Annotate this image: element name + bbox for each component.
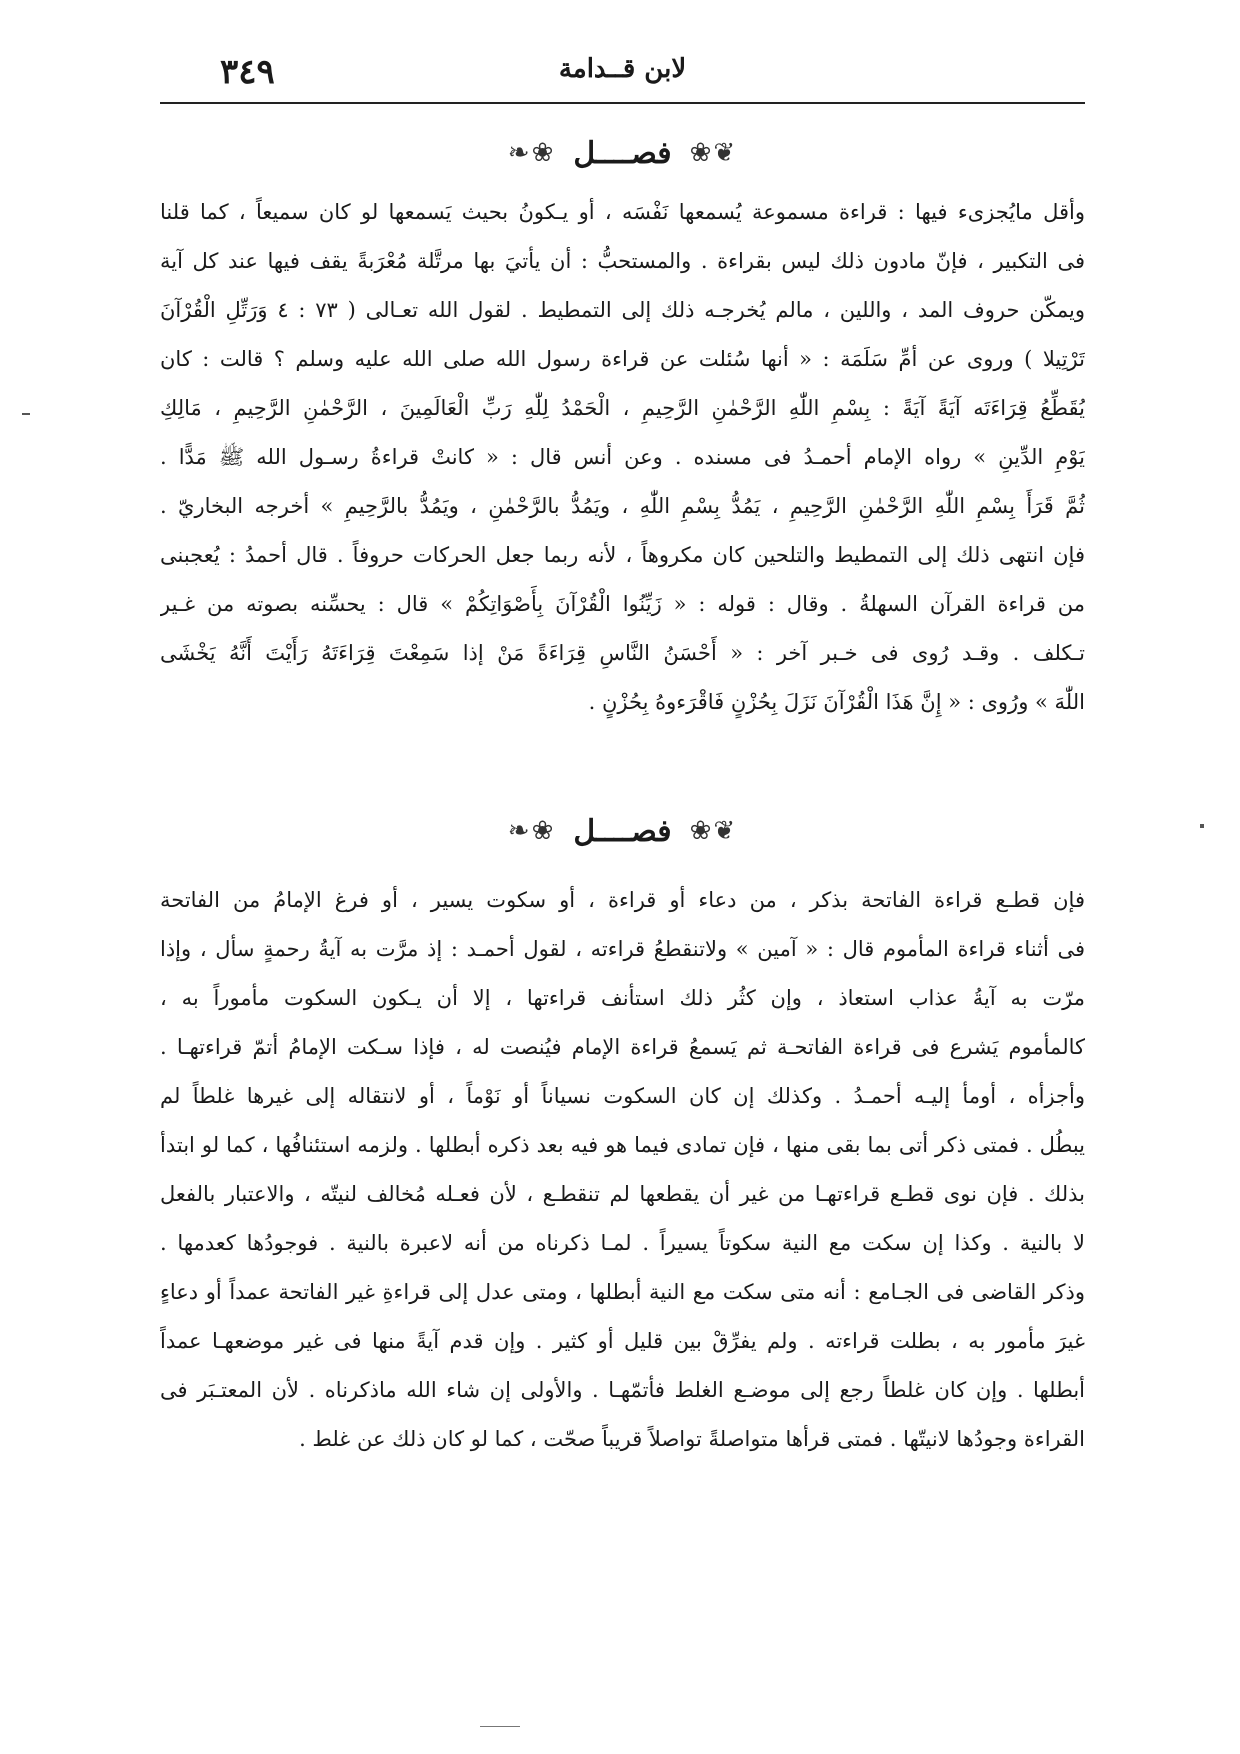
text-line: من قراءة القرآن السهلةُ . وقال : قوله : « زَيِّنُوا الْقُرْآنَ بِأَصْوَاتِكُمْ » قال : يحسِّنه بصوته من غـير <box>160 592 1085 616</box>
text-line: غيرَ مأمور به ، بطلت قراءته . ولم يفرِّقْ بين قليل أو كثير . وإن قدم آيةً منها فى غير موضعهـا عمداً <box>160 1329 1085 1353</box>
text-line: لا بالنية . وكذا إن سكت مع النية سكوتاً يسيراً . لمـا ذكرناه من أنه لاعبرة بالنية . فوجودُها كعدمها . <box>160 1231 1085 1255</box>
text-line: مرّت به آيةُ عذاب استعاذ ، وإن كثُر ذلك استأنف قراءتها ، إلا أن يـكون السكوت مأموراً به ، <box>160 986 1085 1010</box>
text-line: فإن انتهى ذلك إلى التمطيط والتلحين كان مكروهاً ، لأنه ربما جعل الحركات حروفاً . قال أحمدُ : يُعجبنى <box>160 543 1085 567</box>
running-title: لابن قــدامة <box>558 54 687 84</box>
section-heading-1 <box>160 128 1085 178</box>
section-heading-text: فصــــل <box>573 813 672 849</box>
ornament-right-icon: ❦❀ <box>689 816 738 846</box>
text-line: وأقل مايُجزىء فيها : قراءة مسموعة يُسمعها نَفْسَه ، أو يـكونُ بحيث يَسمعها لو كان سميعاً ، كما قلنا <box>160 200 1085 224</box>
text-line: كالمأموم يَشرع فى قراءة الفاتحـة ثم يَسمعُ قراءة الإمام فيُنصت له ، فإذا سـكت الإمامُ أتمّ قراءتهـا . <box>160 1035 1085 1059</box>
text-line: ويمكّن حروف المد ، واللين ، مالم يُخرجـه ذلك إلى التمطيط . لقول الله تعـالى ( ٧٣ : ٤ وَرَتِّلِ الْقُرْآنَ <box>160 298 1085 322</box>
paragraph-block-1 <box>160 188 1085 727</box>
footer-rule <box>480 1726 520 1727</box>
ornament-left-icon: ❀❧ <box>507 816 556 846</box>
text-line: يُقَطِّعُ قِرَاءَتَه آيَةً آيَةً : بِسْمِ اللّٰهِ الرَّحْمٰنِ الرَّحِيمِ ، الْحَمْدُ لِلّٰهِ رَبِّ الْعَالَمِينَ ، الرَّحْمٰنِ الرَّحِيمِ ، مَالِكِ <box>160 396 1085 420</box>
text-line: القراءة وجودُها لانيتّها . فمتى قرأها متواصلةً تواصلاً قريباً صحّت ، كما لو كان ذلك عن غلط . <box>299 1427 1085 1451</box>
margin-mark <box>22 413 30 415</box>
text-line: بذلك . فإن نوى قطـع قراءتهـا من غير أن يقطعها لم تنقطـع ، لأن فعـله مُخالف لنيتّه ، والاعتبار بالفعل <box>160 1182 1085 1206</box>
ornament-right-icon: ❦❀ <box>689 138 738 168</box>
text-line: يَوْمِ الدِّينِ » رواه الإمام أحمـدُ فى مسنده . وعن أنس قال : « كانتْ قراءةُ رسـول الله ﷺ مَدًّا . <box>160 445 1085 469</box>
text-line: تَرْتِيلا ) وروى عن أمِّ سَلَمَة : « أنها سُئلت عن قراءة رسول الله صلى الله عليه وسلم ؟ قالت : كان <box>160 347 1085 371</box>
ornament-left-icon: ❀❧ <box>507 138 556 168</box>
text-line: اللّٰهَ » ورُوى : « إِنَّ هَذَا الْقُرْآنَ نَزَلَ بِحُزْنٍ فَاقْرَءوهُ بِحُزْنٍ . <box>588 690 1085 714</box>
running-header <box>160 40 1085 100</box>
text-line: فإن قطـع قراءة الفاتحة بذكر ، من دعاء أو قراءة ، أو سكوت يسير ، أو فرغ الإمامُ من الفاتحة <box>160 888 1085 912</box>
text-line: ثُمَّ قَرَأَ بِسْمِ اللّٰهِ الرَّحْمٰنِ الرَّحِيمِ ، يَمُدُّ بِسْمِ اللّٰهِ ، ويَمُدُّ بالرَّحْمٰنِ ، ويَمُدُّ بالرَّحِيمِ » أخرجه البخاريّ . <box>160 494 1085 518</box>
header-rule <box>160 102 1085 104</box>
paragraph-block-2 <box>160 876 1085 1464</box>
text-line: فى التكبير ، فإنّ مادون ذلك ليس بقراءة . والمستحبُّ : أن يأتيَ بها مرتَّلة مُعْرَبةً يقف فيها عند كل آية <box>160 249 1085 273</box>
text-line: وأجزأه ، أومأ إليـه أحمـدُ . وكذلك إن كان السكوت نسياناً أو نَوْماً ، أو لانتقاله إلى غيرها غلطاً لم <box>160 1084 1085 1108</box>
text-line: تـكلف . وقـد رُوى فى خـبر آخر : « أَحْسَنُ النَّاسِ قِرَاءَةً مَنْ إذا سَمِعْتَ قِرَاءَتَهُ رَأَيْتَ أَنَّهُ يَخْشَى <box>160 641 1085 665</box>
text-line: فى أثناء قراءة المأموم قال : « آمين » ولاتنقطعُ قراءته ، لقول أحمـد : إذ مرَّت به آيةُ رحمةٍ سأل ، وإذا <box>160 937 1085 961</box>
margin-mark <box>1200 824 1204 828</box>
text-line: أبطلها . وإن كان غلطاً رجع إلى موضـع الغلط فأتمّهـا . والأولى إن شاء الله ماذكرناه . لأن المعتـبَر فى <box>160 1378 1085 1402</box>
section-heading-2 <box>160 806 1085 856</box>
page-number: ٣٤٩ <box>220 52 275 92</box>
section-heading-text: فصــــل <box>573 135 672 171</box>
text-line: يبطُل . فمتى ذكر أتى بما بقى منها ، فإن تمادى فيما هو فيه بعد ذكره أبطلها . ولزمه استئنافُها ، كما لو ابتدأ <box>160 1133 1085 1157</box>
text-line: وذكر القاضى فى الجـامع : أنه متى سكت مع النية أبطلها ، ومتى عدل إلى قراءةِ غير الفاتحة عمداً أو دعاءٍ <box>160 1280 1085 1304</box>
